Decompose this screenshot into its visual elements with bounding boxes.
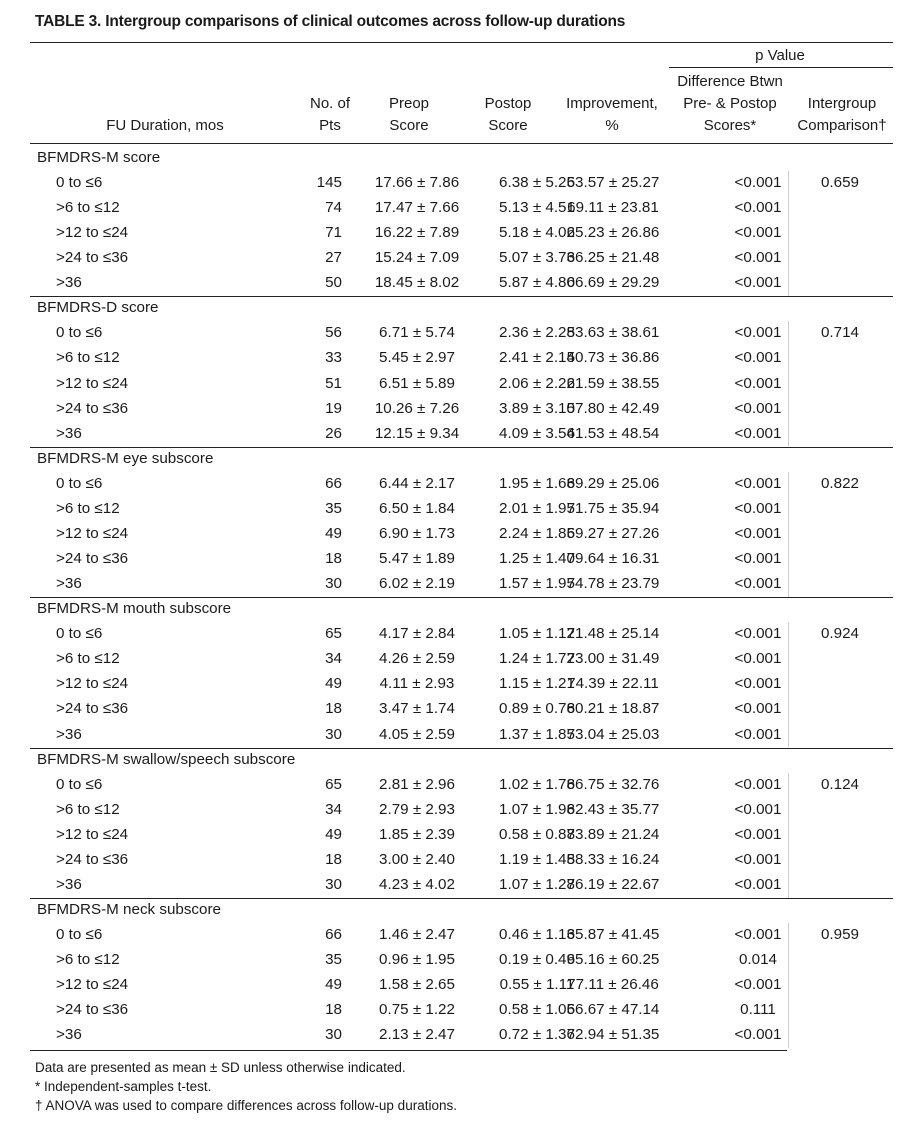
header-difference-line2: Pre- & Postop [683,95,777,112]
postop-cell: 1.24 ± 1.72 [499,650,575,667]
preop-cell: 18.45 ± 8.02 [374,274,460,291]
fu-cell: 0 to ≤6 [56,174,103,191]
improvement-cell: 63.57 ± 25.27 [566,174,660,191]
table-row [30,672,893,697]
table-row [30,697,893,722]
preop-cell: 17.66 ± 7.86 [374,174,460,191]
table-row [30,1023,893,1048]
n-cell: 49 [325,826,342,843]
header-postop [458,93,558,137]
difference-p-cell: <0.001 [734,249,782,266]
fu-cell: >12 to ≤24 [56,375,129,392]
n-cell: 18 [325,1001,342,1018]
postop-cell: 0.89 ± 0.76 [499,700,575,717]
header-preop [349,93,469,137]
postop-cell: 3.89 ± 3.10 [499,400,575,417]
header-intergroup-line2: Comparison† [797,117,887,134]
fu-cell: >36 [56,425,82,442]
improvement-cell: 76.19 ± 22.67 [566,876,660,893]
improvement-cell: 62.43 ± 35.77 [566,801,660,818]
table-row [30,196,893,221]
fu-cell: >6 to ≤12 [56,801,120,818]
fu-cell: 0 to ≤6 [56,475,103,492]
improvement-cell: 65.87 ± 41.45 [566,926,660,943]
table-row [30,823,893,848]
preop-cell: 17.47 ± 7.66 [374,199,460,216]
improvement-cell: 66.67 ± 47.14 [566,1001,660,1018]
difference-p-cell: <0.001 [734,776,782,793]
table-row [30,422,893,447]
n-cell: 34 [325,650,342,667]
difference-p-cell: <0.001 [734,976,782,993]
improvement-cell: 74.39 ± 22.11 [567,675,659,692]
improvement-cell: 65.16 ± 60.25 [566,951,660,968]
fu-cell: 0 to ≤6 [56,776,103,793]
header-intergroup [782,93,902,137]
n-cell: 50 [325,274,342,291]
preop-cell: 5.45 ± 2.97 [379,349,455,366]
table-row [30,397,893,422]
preop-cell: 6.90 ± 1.73 [379,525,455,542]
preop-cell: 15.24 ± 7.09 [374,249,460,266]
postop-cell: 5.13 ± 4.51 [499,199,575,216]
fu-cell: >36 [56,1026,82,1043]
n-cell: 74 [325,199,342,216]
header-improvement-line1: Improvement, [566,95,658,112]
fu-cell: >36 [56,274,82,291]
improvement-cell: 80.21 ± 18.87 [566,700,660,717]
preop-cell: 5.47 ± 1.89 [379,550,455,567]
n-cell: 18 [325,851,342,868]
fu-cell: >24 to ≤36 [56,550,129,567]
intergroup-p-value: 0.924 [820,625,859,642]
intergroup-p-value: 0.124 [820,776,859,793]
preop-cell: 12.15 ± 9.34 [374,425,460,442]
top-rule [30,42,893,43]
improvement-cell: 66.25 ± 21.48 [566,249,660,266]
fu-cell: >12 to ≤24 [56,525,129,542]
table-row [30,372,893,397]
table-row [30,246,893,271]
preop-cell: 4.11 ± 2.93 [379,675,455,692]
footnote-1: Data are presented as mean ± SD unless otherwise indicated. [35,1060,406,1075]
header-improvement-line2: % [605,117,619,134]
table-row [30,923,893,948]
header-difference [665,71,795,137]
preop-cell: 6.44 ± 2.17 [379,475,455,492]
difference-p-cell: <0.001 [734,174,782,191]
postop-cell: 5.07 ± 3.73 [499,249,575,266]
table-row [30,622,893,647]
improvement-cell: 73.04 ± 25.03 [566,726,660,743]
postop-cell: 0.58 ± 0.87 [499,826,575,843]
preop-cell: 6.71 ± 5.74 [379,324,455,341]
table-row [30,321,893,346]
fu-cell: >24 to ≤36 [56,700,129,717]
table-row [30,998,893,1023]
header-difference-line3: Scores* [703,117,757,134]
intergroup-p-value: 0.659 [820,174,859,191]
preop-cell: 2.81 ± 2.96 [379,776,455,793]
p-value-rule [669,67,893,68]
section-rule [30,597,893,598]
fu-cell: >12 to ≤24 [56,224,129,241]
preop-cell: 6.02 ± 2.19 [379,575,455,592]
improvement-cell: 72.94 ± 51.35 [566,1026,660,1043]
improvement-cell: 57.80 ± 42.49 [566,400,660,417]
fu-cell: >24 to ≤36 [56,1001,129,1018]
header-difference-line1: Difference Btwn [677,73,783,90]
postop-cell: 2.06 ± 2.22 [499,375,575,392]
section-title: BFMDRS-M score [37,149,161,166]
postop-cell: 0.19 ± 0.49 [499,951,575,968]
preop-cell: 1.58 ± 2.65 [379,976,455,993]
bottom-rule [30,1050,787,1051]
table-row [30,547,893,572]
postop-cell: 5.18 ± 4.02 [499,224,575,241]
postop-cell: 5.87 ± 4.80 [499,274,575,291]
difference-p-cell: <0.001 [734,851,782,868]
postop-cell: 0.58 ± 1.05 [499,1001,575,1018]
n-cell: 27 [325,249,342,266]
fu-cell: >6 to ≤12 [56,500,120,517]
improvement-cell: 83.89 ± 21.24 [566,826,660,843]
improvement-cell: 69.27 ± 27.26 [566,525,660,542]
n-cell: 30 [325,876,342,893]
postop-cell: 1.02 ± 1.78 [499,776,575,793]
difference-p-cell: <0.001 [734,926,782,943]
n-cell: 65 [325,625,342,642]
difference-p-cell: <0.001 [734,274,782,291]
preop-cell: 0.75 ± 1.22 [379,1001,455,1018]
n-cell: 145 [316,174,342,191]
difference-p-cell: <0.001 [734,324,782,341]
n-cell: 65 [325,776,342,793]
section-title: BFMDRS-M eye subscore [37,450,214,467]
postop-cell: 0.55 ± 1.11 [499,976,575,993]
improvement-cell: 73.00 ± 31.49 [566,650,660,667]
preop-cell: 0.96 ± 1.95 [379,951,455,968]
difference-p-cell: <0.001 [734,500,782,517]
n-cell: 51 [325,375,342,392]
improvement-cell: 69.29 ± 25.06 [566,475,660,492]
fu-cell: >36 [56,726,82,743]
postop-cell: 1.37 ± 1.85 [499,726,575,743]
n-cell: 66 [325,475,342,492]
table-row [30,948,893,973]
header-improvement [552,93,672,137]
table-row [30,572,893,597]
section-title: BFMDRS-M swallow/speech subscore [37,751,296,768]
fu-cell: 0 to ≤6 [56,926,103,943]
improvement-cell: 50.73 ± 36.86 [566,349,660,366]
postop-cell: 1.57 ± 1.95 [499,575,575,592]
n-cell: 30 [325,1026,342,1043]
preop-cell: 4.17 ± 2.84 [379,625,455,642]
n-cell: 49 [325,976,342,993]
postop-cell: 1.07 ± 1.98 [499,801,575,818]
improvement-cell: 71.75 ± 35.94 [566,500,660,517]
table-row [30,522,893,547]
postop-cell: 0.72 ± 1.36 [499,1026,575,1043]
preop-cell: 3.47 ± 1.74 [379,700,455,717]
n-cell: 71 [325,224,342,241]
intergroup-p-value: 0.714 [820,324,859,341]
preop-cell: 2.13 ± 2.47 [379,1026,455,1043]
difference-p-cell: <0.001 [734,675,782,692]
fu-cell: >24 to ≤36 [56,851,129,868]
postop-cell: 0.46 ± 1.13 [499,926,575,943]
table-row [30,221,893,246]
preop-cell: 4.26 ± 2.59 [379,650,455,667]
difference-p-cell: <0.001 [734,625,782,642]
preop-cell: 6.51 ± 5.89 [379,375,455,392]
difference-p-cell: <0.001 [734,375,782,392]
footnote-2: * Independent-samples t-test. [35,1079,212,1094]
postop-cell: 2.36 ± 2.28 [499,324,575,341]
header-postop-line1: Postop [484,95,532,112]
postop-cell: 1.19 ± 1.45 [499,851,575,868]
difference-p-cell: <0.001 [734,425,782,442]
header-n-line1: No. of [309,95,351,112]
difference-p-cell: <0.001 [734,1026,782,1043]
section-title: BFMDRS-M mouth subscore [37,600,232,617]
preop-cell: 16.22 ± 7.89 [374,224,460,241]
intergroup-p-value: 0.959 [820,926,859,943]
section-rule [30,296,893,297]
difference-p-cell: <0.001 [734,826,782,843]
table-title: TABLE 3. Intergroup comparisons of clinical outcomes across follow-up durations [35,13,626,30]
table-row [30,873,893,898]
postop-cell: 4.09 ± 3.54 [499,425,575,442]
table-row [30,497,893,522]
n-cell: 66 [325,926,342,943]
fu-cell: >6 to ≤12 [56,199,120,216]
improvement-cell: 66.75 ± 32.76 [566,776,660,793]
preop-cell: 3.00 ± 2.40 [379,851,455,868]
table-row [30,271,893,296]
improvement-cell: 88.33 ± 16.24 [566,851,660,868]
difference-p-cell: <0.001 [734,876,782,893]
difference-p-cell: <0.001 [734,525,782,542]
header-bottom-rule [30,143,893,144]
n-cell: 26 [325,425,342,442]
table-row [30,848,893,873]
n-cell: 33 [325,349,342,366]
preop-cell: 10.26 ± 7.26 [374,400,460,417]
table-row [30,647,893,672]
fu-cell: >6 to ≤12 [56,951,120,968]
fu-cell: >12 to ≤24 [56,826,129,843]
p-value-group-header: p Value [755,47,805,64]
n-cell: 35 [325,500,342,517]
n-cell: 18 [325,550,342,567]
header-fu-duration: FU Duration, mos [106,117,224,134]
n-cell: 35 [325,951,342,968]
header-postop-line2: Score [488,117,528,134]
section-rule [30,898,893,899]
fu-cell: >24 to ≤36 [56,249,129,266]
n-cell: 18 [325,700,342,717]
table-row [30,171,893,196]
preop-cell: 1.85 ± 2.39 [379,826,455,843]
fu-cell: >36 [56,575,82,592]
improvement-cell: 66.69 ± 29.29 [566,274,660,291]
difference-p-cell: 0.014 [738,951,777,968]
difference-p-cell: <0.001 [734,726,782,743]
postop-cell: 1.95 ± 1.68 [499,475,575,492]
postop-cell: 1.05 ± 1.12 [499,625,575,642]
postop-cell: 6.38 ± 5.25 [499,174,575,191]
table-row [30,798,893,823]
table-row [30,472,893,497]
table-row [30,773,893,798]
preop-cell: 4.05 ± 2.59 [379,726,455,743]
fu-cell: >12 to ≤24 [56,675,129,692]
difference-p-cell: <0.001 [734,550,782,567]
improvement-cell: 71.48 ± 25.14 [566,625,660,642]
fu-cell: >24 to ≤36 [56,400,129,417]
header-preop-line2: Score [389,117,429,134]
section-rule [30,748,893,749]
footnote-3: † ANOVA was used to compare differences across follow-up durations. [35,1098,457,1113]
intergroup-p-value: 0.822 [820,475,859,492]
fu-cell: 0 to ≤6 [56,324,103,341]
difference-p-cell: <0.001 [734,400,782,417]
section-rule [30,447,893,448]
improvement-cell: 61.53 ± 48.54 [566,425,660,442]
difference-p-cell: <0.001 [734,801,782,818]
n-cell: 49 [325,675,342,692]
table-row [30,346,893,371]
improvement-cell: 53.63 ± 38.61 [566,324,660,341]
n-cell: 34 [325,801,342,818]
difference-p-cell: <0.001 [734,199,782,216]
postop-cell: 1.25 ± 1.40 [499,550,575,567]
difference-p-cell: <0.001 [734,475,782,492]
header-n-line2: Pts [319,117,341,134]
fu-cell: >6 to ≤12 [56,349,120,366]
fu-cell: 0 to ≤6 [56,625,103,642]
improvement-cell: 74.78 ± 23.79 [566,575,660,592]
preop-cell: 1.46 ± 2.47 [379,926,455,943]
improvement-cell: 61.59 ± 38.55 [566,375,660,392]
table-row [30,723,893,748]
improvement-cell: 77.11 ± 26.46 [567,976,659,993]
section-title: BFMDRS-D score [37,299,159,316]
postop-cell: 1.07 ± 1.28 [499,876,575,893]
n-cell: 19 [325,400,342,417]
fu-cell: >6 to ≤12 [56,650,120,667]
preop-cell: 6.50 ± 1.84 [379,500,455,517]
n-cell: 49 [325,525,342,542]
fu-cell: >36 [56,876,82,893]
header-intergroup-line1: Intergroup [807,95,877,112]
improvement-cell: 65.23 ± 26.86 [566,224,660,241]
table-row [30,973,893,998]
section-title: BFMDRS-M neck subscore [37,901,221,918]
difference-p-cell: <0.001 [734,700,782,717]
preop-cell: 2.79 ± 2.93 [379,801,455,818]
difference-p-cell: 0.111 [740,1001,776,1018]
n-cell: 56 [325,324,342,341]
postop-cell: 2.41 ± 2.14 [499,349,575,366]
n-cell: 30 [325,726,342,743]
preop-cell: 4.23 ± 4.02 [379,876,455,893]
difference-p-cell: <0.001 [734,224,782,241]
difference-p-cell: <0.001 [734,650,782,667]
difference-p-cell: <0.001 [734,349,782,366]
improvement-cell: 79.64 ± 16.31 [566,550,660,567]
n-cell: 30 [325,575,342,592]
improvement-cell: 69.11 ± 23.81 [567,199,659,216]
postop-cell: 2.24 ± 1.85 [499,525,575,542]
difference-p-cell: <0.001 [734,575,782,592]
header-preop-line1: Preop [388,95,430,112]
fu-cell: >12 to ≤24 [56,976,129,993]
postop-cell: 2.01 ± 1.95 [499,500,575,517]
postop-cell: 1.15 ± 1.21 [499,675,575,692]
